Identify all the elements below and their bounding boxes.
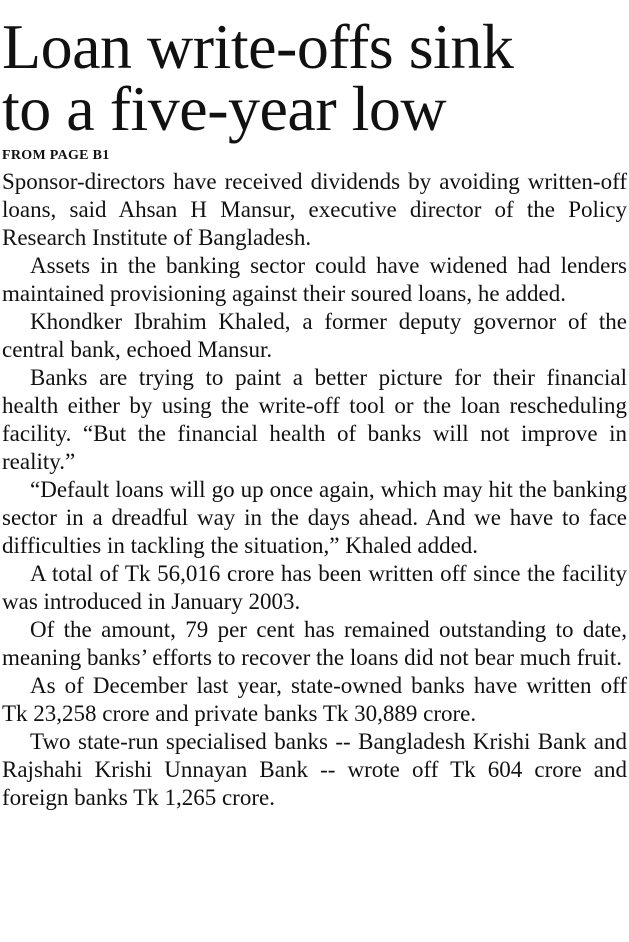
jump-line: FROM PAGE B1 (2, 148, 110, 163)
paragraph: A total of Tk 56,016 crore has been written off since the facility was introduced in January 2003. (2, 561, 627, 614)
paragraph: Of the amount, 79 per cent has remained outstanding to date, meaning banks’ efforts to recover the loans did not bear much fruit. (2, 617, 627, 670)
paragraph: Banks are trying to paint a better picture for their financial health either by using the write-off tool or the loan rescheduling facility. “But the financial health of banks will not improve in reality.” (2, 365, 627, 474)
headline (2, 11, 629, 144)
article-body (2, 168, 629, 812)
headline-line-1: Loan write-offs sink (2, 11, 514, 82)
paragraph: Assets in the banking sector could have widened had lenders maintained provisioning against their soured loans, he added. (2, 253, 627, 306)
headline-line-2: to a five-year low (2, 73, 447, 144)
paragraph: Khondker Ibrahim Khaled, a former deputy governor of the central bank, echoed Mansur. (2, 309, 627, 362)
paragraph: Two state-run specialised banks -- Bangladesh Krishi Bank and Rajshahi Krishi Unnayan Bank -- wrote off Tk 604 crore and foreign banks Tk 1,265 crore. (2, 729, 627, 810)
paragraph: Sponsor-directors have received dividends by avoiding written-off loans, said Ahsan H Mansur, executive director of the Policy Research Institute of Bangladesh. (2, 169, 627, 250)
paragraph: As of December last year, state-owned banks have written off Tk 23,258 crore and private banks Tk 30,889 crore. (2, 673, 627, 726)
paragraph: “Default loans will go up once again, which may hit the banking sector in a dreadful way in the days ahead. And we have to face difficulties in tackling the situation,” Khaled added. (2, 477, 627, 558)
